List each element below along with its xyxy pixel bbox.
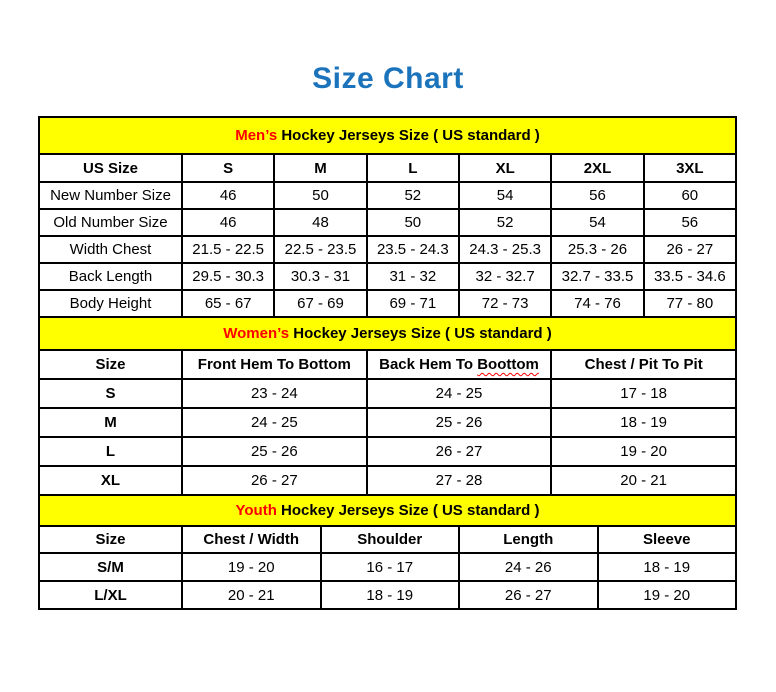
womens-cell-value: 20 - 21	[551, 466, 736, 495]
youth-row-label: S/M	[39, 553, 182, 581]
youth-cell-value: 19 - 20	[182, 553, 321, 581]
misspelled-word: Boottom	[477, 356, 539, 373]
youth-row-label: L/XL	[39, 581, 182, 609]
mens-cell-value: 50	[367, 209, 459, 236]
mens-caption	[39, 117, 736, 154]
womens-column-header: Chest / Pit To Pit	[551, 350, 736, 379]
womens-cell-value: 26 - 27	[367, 437, 552, 466]
mens-cell-value: 54	[459, 182, 551, 209]
youth-cell-value: 20 - 21	[182, 581, 321, 609]
womens-column-header: Front Hem To Bottom	[182, 350, 367, 379]
womens-cell-value: 23 - 24	[182, 379, 367, 408]
womens-row-label: L	[39, 437, 182, 466]
mens-cell-value: 72 - 73	[459, 290, 551, 317]
mens-size-table	[38, 116, 737, 318]
mens-row-label: Old Number Size	[39, 209, 182, 236]
youth-caption-highlight: Youth	[235, 502, 277, 519]
mens-cell-value: 56	[644, 209, 736, 236]
mens-caption-text: Hockey Jerseys Size ( US standard )	[277, 127, 540, 144]
youth-column-header: Sleeve	[598, 526, 737, 553]
youth-table-row	[39, 553, 736, 581]
mens-cell-value: 54	[551, 209, 643, 236]
womens-cell-value: 27 - 28	[367, 466, 552, 495]
womens-row-label: XL	[39, 466, 182, 495]
mens-row-label: Width Chest	[39, 236, 182, 263]
youth-column-header: Length	[459, 526, 598, 553]
youth-cell-value: 24 - 26	[459, 553, 598, 581]
womens-caption-text: Hockey Jerseys Size ( US standard )	[289, 325, 552, 342]
youth-cell-value: 26 - 27	[459, 581, 598, 609]
mens-cell-value: 77 - 80	[644, 290, 736, 317]
womens-caption-highlight: Women’s	[223, 325, 290, 342]
mens-cell-value: 32 - 32.7	[459, 263, 551, 290]
mens-cell-value: 33.5 - 34.6	[644, 263, 736, 290]
womens-column-header: Back Hem To Boottom	[367, 350, 552, 379]
mens-table-row	[39, 236, 736, 263]
mens-column-header: 2XL	[551, 154, 643, 182]
mens-cell-value: 46	[182, 182, 274, 209]
mens-column-header: US Size	[39, 154, 182, 182]
mens-row-label: New Number Size	[39, 182, 182, 209]
youth-cell-value: 16 - 17	[321, 553, 460, 581]
womens-row-label: M	[39, 408, 182, 437]
youth-table-row	[39, 581, 736, 609]
womens-size-table	[38, 316, 737, 496]
womens-column-header: Size	[39, 350, 182, 379]
youth-caption	[39, 495, 736, 526]
mens-column-header: M	[274, 154, 366, 182]
mens-cell-value: 48	[274, 209, 366, 236]
womens-cell-value: 24 - 25	[182, 408, 367, 437]
size-tables-container	[38, 116, 737, 610]
womens-table-row	[39, 408, 736, 437]
mens-caption-highlight: Men’s	[235, 127, 278, 144]
mens-cell-value: 22.5 - 23.5	[274, 236, 366, 263]
mens-cell-value: 31 - 32	[367, 263, 459, 290]
mens-cell-value: 26 - 27	[644, 236, 736, 263]
mens-cell-value: 56	[551, 182, 643, 209]
mens-cell-value: 52	[459, 209, 551, 236]
page-title: Size Chart	[312, 62, 464, 95]
mens-cell-value: 32.7 - 33.5	[551, 263, 643, 290]
mens-column-header: 3XL	[644, 154, 736, 182]
womens-caption	[39, 317, 736, 350]
womens-cell-value: 19 - 20	[551, 437, 736, 466]
mens-cell-value: 52	[367, 182, 459, 209]
mens-cell-value: 67 - 69	[274, 290, 366, 317]
womens-cell-value: 25 - 26	[182, 437, 367, 466]
mens-table-row	[39, 182, 736, 209]
mens-cell-value: 60	[644, 182, 736, 209]
mens-row-label: Back Length	[39, 263, 182, 290]
mens-cell-value: 30.3 - 31	[274, 263, 366, 290]
youth-column-header: Chest / Width	[182, 526, 321, 553]
mens-cell-value: 23.5 - 24.3	[367, 236, 459, 263]
womens-cell-value: 17 - 18	[551, 379, 736, 408]
womens-cell-value: 24 - 25	[367, 379, 552, 408]
womens-cell-value: 18 - 19	[551, 408, 736, 437]
youth-column-header: Shoulder	[321, 526, 460, 553]
mens-column-header: L	[367, 154, 459, 182]
mens-table-row	[39, 263, 736, 290]
youth-size-table	[38, 494, 737, 610]
youth-column-header: Size	[39, 526, 182, 553]
mens-cell-value: 21.5 - 22.5	[182, 236, 274, 263]
womens-cell-value: 25 - 26	[367, 408, 552, 437]
womens-cell-value: 26 - 27	[182, 466, 367, 495]
mens-cell-value: 74 - 76	[551, 290, 643, 317]
womens-table-row	[39, 466, 736, 495]
womens-row-label: S	[39, 379, 182, 408]
mens-cell-value: 46	[182, 209, 274, 236]
youth-cell-value: 18 - 19	[321, 581, 460, 609]
mens-cell-value: 24.3 - 25.3	[459, 236, 551, 263]
womens-table-row	[39, 379, 736, 408]
youth-cell-value: 18 - 19	[598, 553, 737, 581]
mens-cell-value: 29.5 - 30.3	[182, 263, 274, 290]
mens-cell-value: 25.3 - 26	[551, 236, 643, 263]
youth-caption-text: Hockey Jerseys Size ( US standard )	[276, 502, 540, 519]
mens-cell-value: 50	[274, 182, 366, 209]
mens-column-header: S	[182, 154, 274, 182]
mens-row-label: Body Height	[39, 290, 182, 317]
mens-column-header: XL	[459, 154, 551, 182]
womens-table-row	[39, 437, 736, 466]
mens-table-row	[39, 209, 736, 236]
youth-cell-value: 19 - 20	[598, 581, 737, 609]
mens-cell-value: 65 - 67	[182, 290, 274, 317]
mens-table-row	[39, 290, 736, 317]
mens-cell-value: 69 - 71	[367, 290, 459, 317]
